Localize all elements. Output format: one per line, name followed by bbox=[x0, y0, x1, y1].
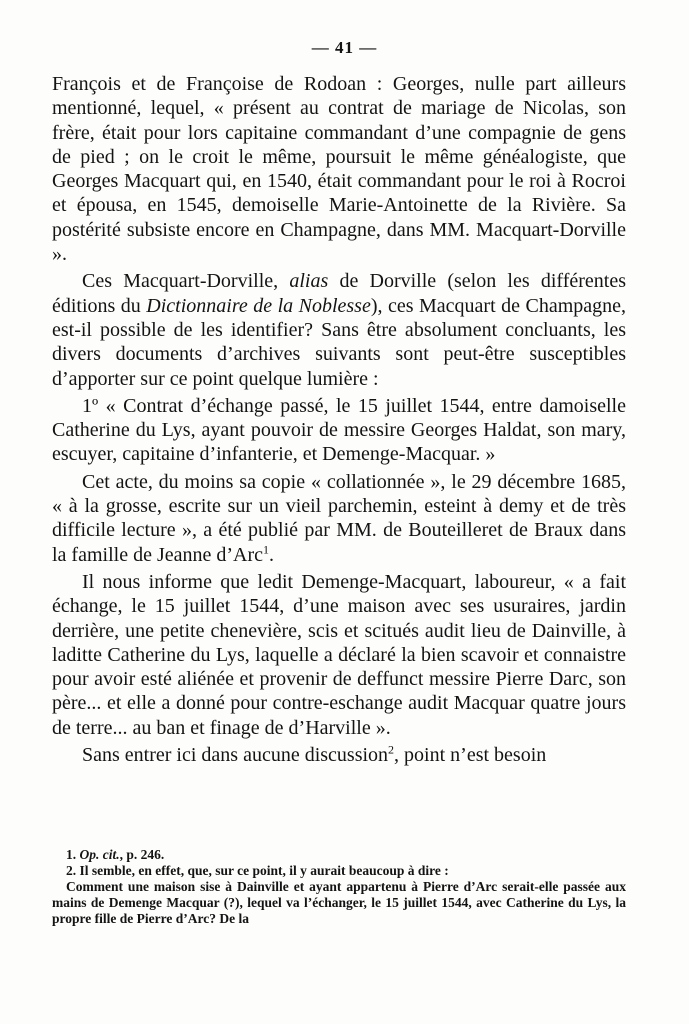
text-segment: Sans entrer ici dans aucune discussion bbox=[82, 744, 389, 767]
text-segment: Comment une maison sise à Dainville et ayant appartenu à Pierre d’Arc serait-elle passée aux mains de Demenge Macquar (?), lequel va l’échanger, le 15 juillet 1544, avec Catherine du Lys, la propre fille de Pierre d’Arc? De la bbox=[52, 879, 626, 926]
paragraph-contract bbox=[52, 394, 626, 467]
footnote-ref-1: 1 bbox=[263, 541, 270, 556]
footnote-number: 1. bbox=[66, 847, 80, 862]
text-segment: . bbox=[269, 543, 275, 566]
body-text bbox=[52, 72, 626, 770]
footnotes bbox=[52, 847, 626, 927]
footnote-ref-2: 2 bbox=[388, 742, 395, 757]
text-segment: de Dorville (selon les différentes éditions du bbox=[52, 270, 626, 317]
text-segment: 2. Il semble, en effet, que, sur ce point, il y aurait beaucoup à dire : bbox=[66, 863, 449, 878]
paragraph-act-copy bbox=[52, 470, 626, 567]
text-segment: Il nous informe que ledit Demenge-Macquart, laboureur, « a fait échange, le 15 juillet 1544, d’une maison avec ses usuraires, jardin derrière, une petite chenevière, scis et scitués audit lieu de Dainville, à laditte Catherine du Lys, laquelle a déclaré la bien scavoir et connaistre pour avoir esté aliénée et provenir de deffunct messire Pierre Darc, son père... et elle a donné pour contre-eschange audit Macquar quatre jours de terre... au ban et finage de d’Harville ». bbox=[52, 570, 626, 739]
footnote-2 bbox=[52, 863, 626, 879]
footnote-1 bbox=[52, 847, 626, 863]
text-segment: , p. 246. bbox=[119, 847, 165, 862]
paragraph-continuation bbox=[52, 72, 626, 266]
text-segment: François et de Françoise de Rodoan : Georges, nulle part ailleurs mentionné, lequel, « présent au contrat de mariage de Nicolas, son frère, était pour lors capitaine commandant d’une compagnie de gens de pied ; on le croit le même, poursuit le même généalogiste, que Georges Macquart qui, en 1540, était commandant pour le roi à Rocroi et épousa, en 1545, demoiselle Marie-Antoinette de la Rivière. Sa postérité subsiste encore en Champagne, dans MM. Macquart-Dorville ». bbox=[52, 73, 626, 266]
footnote-citation: Op. cit. bbox=[79, 847, 120, 862]
page-number: — 41 — bbox=[311, 38, 378, 57]
text-segment: Cet acte, du moins sa copie « collationnée », le 29 décembre 1685, « à la grosse, escrite sur un vieil parchemin, esteint à demy et de très difficile lecture », a été publié par MM. de Bouteilleret de Braux dans la famille de Jeanne d’Arc bbox=[52, 470, 626, 566]
text-segment: , point n’est besoin bbox=[394, 744, 547, 767]
paragraph-discussion bbox=[52, 743, 626, 767]
footnote-2-continuation bbox=[52, 879, 626, 927]
book-title: Dictionnaire de la Noblesse bbox=[146, 294, 371, 317]
text-segment: ), ces Macquart de Champagne, est-il possible de les identifier? Sans être absolument concluants, les divers documents d’archives suivants sont peut-être susceptibles d’apporter sur ce point quelque lumière : bbox=[52, 294, 627, 390]
text-segment: Ces Macquart-Dorville, bbox=[82, 270, 290, 293]
italic-term: alias bbox=[289, 270, 329, 293]
paragraph-macquart-dorville bbox=[52, 269, 626, 390]
text-segment: 1º « Contrat d’échange passé, le 15 juillet 1544, entre damoiselle Catherine du Lys, ayant pouvoir de messire Georges Haldat, son mary, escuyer, capitaine d’infanterie, et Demenge-Macquar. » bbox=[52, 394, 626, 466]
paragraph-exchange bbox=[52, 570, 626, 740]
